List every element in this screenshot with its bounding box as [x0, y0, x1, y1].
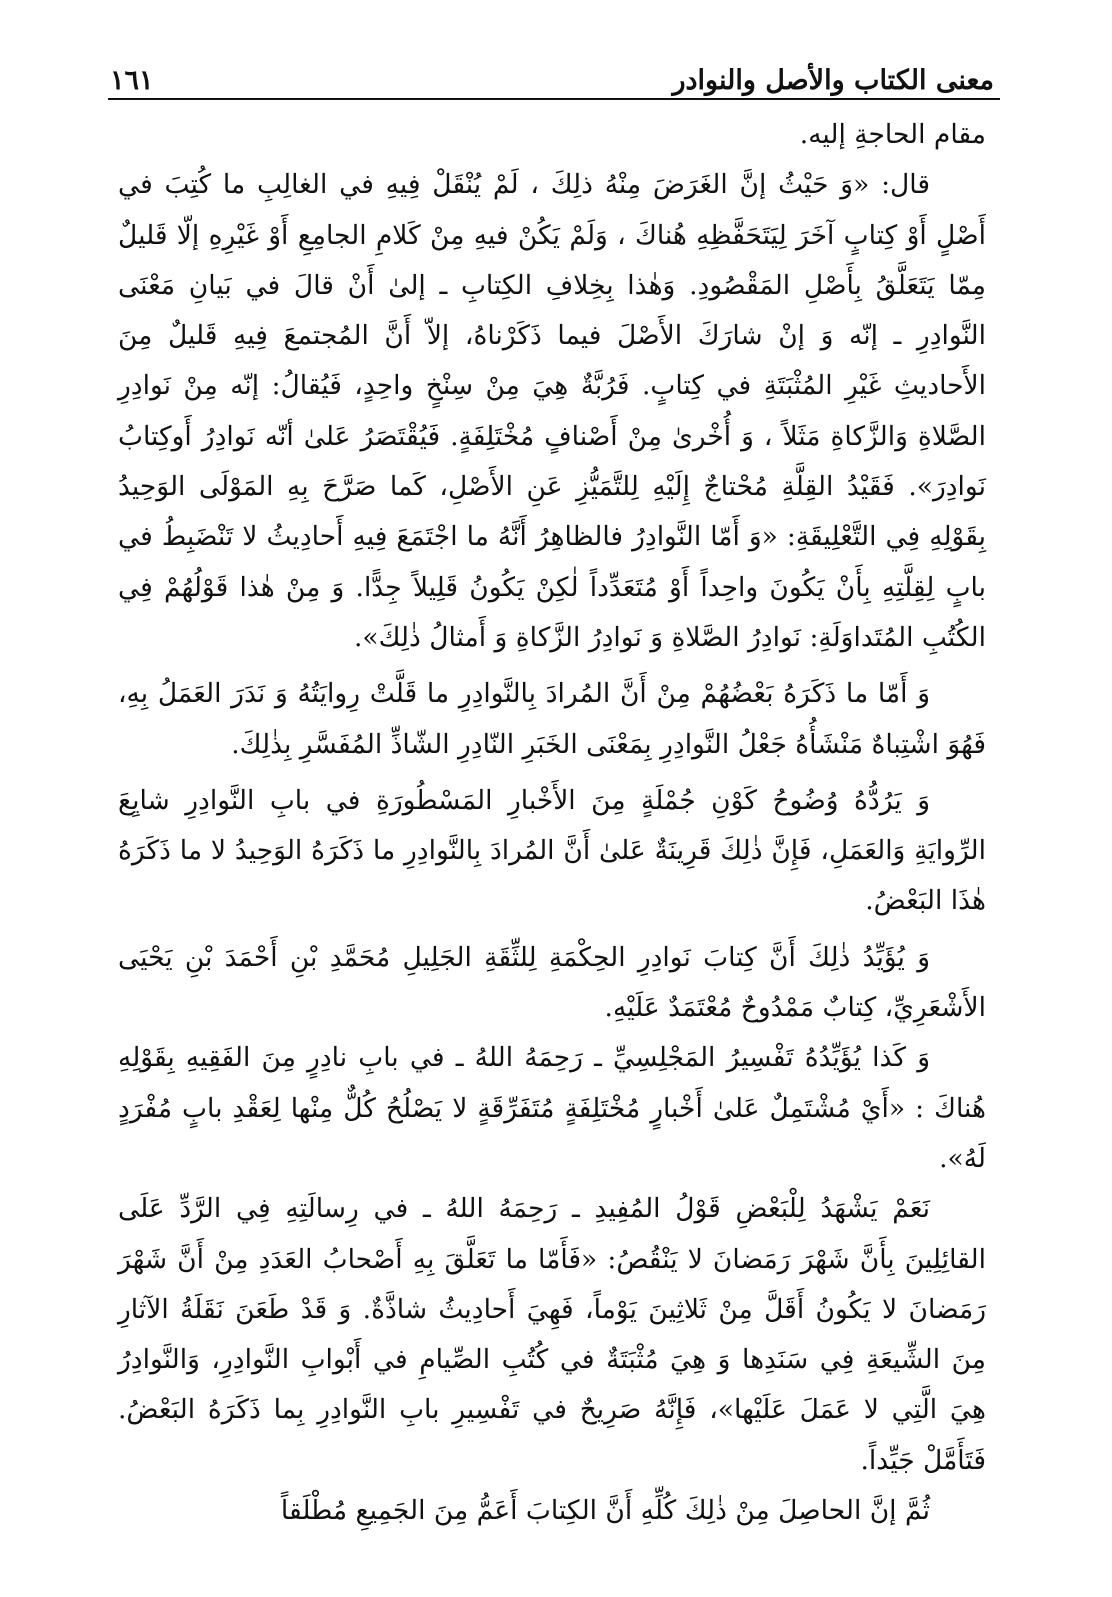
paragraph-conclusion: ثُمَّ إنَّ الحاصِلَ مِنْ ذٰلِكَ كُلِّهِ أَنَّ الكِتابَ أَعَمُّ مِنَ الجَمِيعِ مُطْلَقاً: [280, 1495, 930, 1527]
running-head-title: معنى الكتاب والأصل والنوادر: [672, 65, 994, 96]
paragraph-quotation-nawadir: قال: «وَ حَيْثُ إنَّ الغَرَضَ مِنْهُ ذلِكَ ، لَمْ يُنْقَلْ فِيهِ في الغالِبِ ما كُتِبَ في أَصْلٍ أَوْ كِتابٍ آخَرَ لِيَتَحَفَّظِهِ هُناكَ ، وَلَمْ يَكُنْ فيهِ مِنْ كَلامِ الجامِعِ أَوْ غَيْرِهِ إلّا قَليلٌ مِمّا يَتَعَلَّقُ بِأَصْلِ المَقْصُودِ. وَهٰذا بِخِلافِ الكِتابِ ـ إلىٰ أَنْ قالَ في بَيانِ مَعْنَى النَّوادِرِ ـ إنّه وَ إنْ شارَكَ الأَصْلَ فيما ذَكَرْناهُ، إلاّ أَنَّ المُجتمعَ فِيهِ قَليلٌ مِنَ الأَحاديثِ غَيْرِ المُثْبَتَةِ في كِتابٍ. فَرُبَّةٌ هِيَ مِنْ سِنْخٍ واحِدٍ، فَيُقالُ: إنّه مِنْ نَوادِرِ الصَّلاةِ وَالزَّكاةِ مَثَلاً ، وَ أُخْرىٰ مِنْ أَصْنافٍ مُخْتَلِفَةٍ. فَيُقْتَصَرُ عَلىٰ أنّه نَوادِرُ أَوكِتابُ نَوادِرَ». فَقَيْدُ القِلَّةِ مُحْتاجٌ إِلَيْهِ لِلتَّمَيُّزِ عَنِ الأَصْلِ، كَما صَرَّحَ بِهِ المَوْلَى الوَحِيدُ بِقَوْلِهِ فِي التَّعْلِيقَةِ: «وَ أَمّا النَّوادِرُ فالظاهِرُ أَنَّهُ ما اجْتَمَعَ فِيهِ أَحادِيثُ لا تَنْضَبِطُ في بابٍ لِقِلَّتِهِ بِأَنْ يَكُونَ واحِداً أَوْ مُتَعَدِّداً لٰكِنْ يَكُونُ قَلِيلاً جِدًّا. وَ مِنْ هٰذا قَوْلُهُمْ فِي الكُتُبِ المُتَداوَلَةِ: نَوادِرُ الصَّلاةِ وَ نَوادِرُ الزَّكاةِ وَ أَمثالُ ذٰلِكَ».: [118, 169, 986, 653]
paragraph-objection: وَ أَمّا ما ذَكَرَهُ بَعْضُهُمْ مِنْ أَنَّ المُرادَ بِالنَّوادِرِ ما قَلَّتْ رِوايَتُهُ وَ نَدَرَ العَمَلُ بِهِ، فَهُوَ اشْتِباهٌ مَنْشَأُهُ جَعْلُ النَّوادِرِ بِمَعْنَى الخَبَرِ النّادِرِ الشّاذِّ المُفَسَّرِ بِذٰلِكَ.: [118, 678, 986, 760]
running-head: [110, 52, 994, 96]
paragraph-mufid: نَعَمْ يَشْهَدُ لِلْبَعْضِ قَوْلُ المُفِيدِ ـ رَحِمَهُ اللهُ ـ في رِسالَتِهِ فِي الرَّدِّ عَلَى القائِلِينَ بِأَنَّ شَهْرَ رَمَضانَ لا يَنْقُصُ: «فَأَمّا ما تَعَلَّقَ بِهِ أَصْحابُ العَدَدِ مِنْ أَنَّ شَهْرَ رَمَضانَ لا يَكُونُ أَقَلَّ مِنْ ثَلاثِينَ يَوْماً، فَهِيَ أَحادِيثُ شاذَّةٌ. وَ قَدْ طَعَنَ نَقَلَةُ الآثارِ مِنَ الشِّيعَةِ فِي سَنَدِها وَ هِيَ مُثْبَتَةٌ في كُتُبِ الصِّيامِ في أَبْوابِ النَّوادِرِ، وَالنَّوادِرُ هِيَ الَّتِي لا عَمَلَ عَلَيْها»، فَإِنَّهُ صَرِيحٌ في تَفْسِيرِ بابِ النَّوادِرِ بِما ذَكَرَهُ البَعْضُ. فَتَأَمَّلْ جَيِّداً.: [118, 1193, 986, 1476]
page-body: [118, 110, 986, 1536]
paragraph-support: وَ يُؤَيِّدُ ذٰلِكَ أَنَّ كِتابَ نَوادِرِ الحِكْمَةِ لِلثِّقَةِ الجَلِيلِ مُحَمَّدِ بْنِ أَحْمَدَ بْنِ يَحْيَى الأَشْعَرِيِّ، كِتابٌ مَمْدُوحٌ مُعْتَمَدٌ عَلَيْهِ.: [118, 941, 986, 1024]
header-rule: [108, 98, 1000, 100]
page-number: ١٦١: [110, 65, 154, 96]
paragraph-intro-line: مقام الحاجةِ إليه.: [799, 119, 986, 150]
paragraph-refutation: وَ يَرُدُّهُ وُضُوحُ كَوْنِ جُمْلَةٍ مِنَ الأَخْبارِ المَسْطُورَةِ في بابِ النَّوادِرِ شايِعَ الرِّوايَةِ وَالعَمَلِ، فَإِنَّ ذٰلِكَ قَرِينَةٌ عَلىٰ أَنَّ المُرادَ بِالنَّوادِرِ ما ذَكَرَهُ الوَحِيدُ لا ما ذَكَرَهُ هٰذَا البَعْضُ.: [118, 784, 986, 917]
paragraph-majlisi: وَ كَذا يُؤَيِّدُهُ تَفْسِيرُ المَجْلِسِيِّ ـ رَحِمَهُ اللهُ ـ في بابِ نادِرٍ مِنَ الفَقِيهِ بِقَوْلِهِ هُناكَ : «أَيْ مُشْتَمِلٌ عَلىٰ أَخْبارٍ مُخْتَلِفَةٍ مُتَفَرِّقَةٍ لا يَصْلُحُ كُلٌّ مِنْها لِعَقْدِ بابٍ مُفْرَدٍ لَهُ».: [118, 1042, 986, 1174]
